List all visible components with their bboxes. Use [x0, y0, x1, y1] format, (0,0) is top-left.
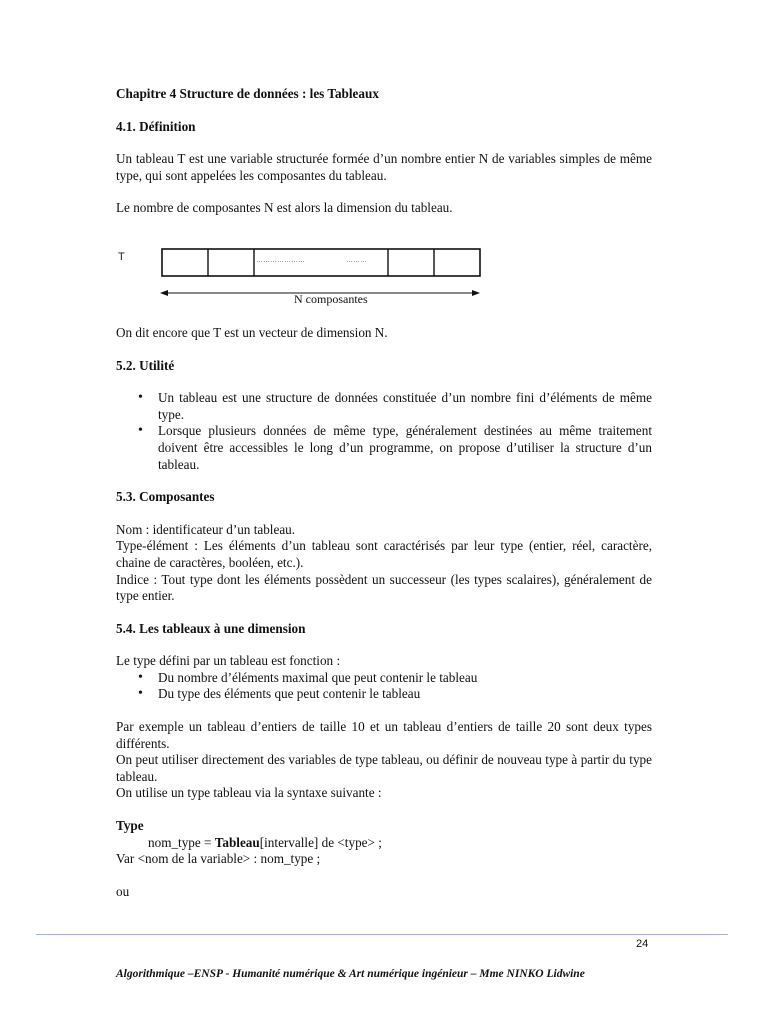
composantes-nom: Nom : identificateur d’un tableau. — [116, 521, 296, 537]
array-dots-right: ……… — [346, 256, 367, 264]
section-heading-composantes: 5.3. Composantes — [116, 489, 215, 505]
definition-paragraph-2: Le nombre de composantes N est alors la dimension du tableau. — [116, 200, 453, 216]
une-dimension-paragraph-3: On utilise un type tableau via la syntaxe suivante : — [116, 785, 382, 801]
syntax-line-2: Var <nom de la variable> : nom_type ; — [116, 851, 321, 867]
syntax-line-1 — [116, 835, 652, 852]
list-item: • Du type des éléments que peut contenir le tableau — [116, 686, 652, 703]
syntax-ou: ou — [116, 883, 130, 899]
syntax-keyword-tableau: Tableau — [214, 834, 260, 850]
list-item: • Un tableau est une structure de données constituée d’un nombre fini d’éléments de même type. — [116, 390, 652, 423]
array-box — [162, 249, 480, 276]
syntax-line-1-pre: nom_type = — [148, 834, 215, 850]
page-content — [116, 86, 652, 900]
syntax-keyword-type: Type — [116, 818, 144, 834]
utilite-list — [116, 390, 652, 473]
list-item: • Lorsque plusieurs données de même type, généralement destinées au même traitement doivent être accessibles le long d’un programme, on propose d’utiliser la structure d’un tableau. — [116, 423, 652, 473]
array-dots-left: ………………… — [256, 256, 305, 264]
une-dimension-list — [116, 670, 652, 703]
array-diagram — [108, 217, 652, 301]
footer-text: Algorithmique –ENSP - Humanité numérique & Art numérique ingénieur – Mme NINKO Lidwine — [116, 968, 585, 980]
une-dimension-paragraph-2: On peut utiliser directement des variables de type tableau, ou définir de nouveau type à partir du type tableau. — [116, 752, 652, 784]
list-item: • Du nombre d’éléments maximal que peut contenir le tableau — [116, 670, 652, 687]
array-label: T — [118, 250, 125, 263]
footer-divider — [36, 934, 728, 935]
syntax-line-1-post: [intervalle] de <type> ; — [259, 834, 382, 850]
une-dimension-intro: Le type défini par un tableau est fonction : — [116, 653, 341, 669]
arrow-label: N composantes — [294, 291, 368, 306]
une-dimension-paragraph-1: Par exemple un tableau d’entiers de taille 10 et un tableau d’entiers de taille 20 sont deux types différents. — [116, 719, 652, 751]
syntax-block — [116, 818, 652, 900]
page-number: 24 — [636, 938, 649, 950]
definition-paragraph-1: Un tableau T est une variable structurée formée d’un nombre entier N de variables simples de même type, qui sont appelées les composantes du tableau. — [116, 151, 652, 183]
section-heading-utilite: 5.2. Utilité — [116, 357, 175, 373]
section-heading-tableaux-une-dimension: 5.4. Les tableaux à une dimension — [116, 620, 306, 636]
chapter-title: Chapitre 4 Structure de données : les Tableaux — [116, 86, 379, 101]
composantes-type-element: Type-élément : Les éléments d’un tableau sont caractérisés par leur type (entier, réel, caractère, chaine de caractères, booléen, etc.). — [116, 538, 652, 570]
definition-paragraph-3: On dit encore que T est un vecteur de dimension N. — [116, 324, 388, 340]
section-heading-definition: 4.1. Définition — [116, 118, 196, 134]
composantes-indice: Indice : Tout type dont les éléments possèdent un successeur (les types scalaires), généralement de type entier. — [116, 571, 652, 604]
array-diagram-svg — [108, 217, 508, 301]
